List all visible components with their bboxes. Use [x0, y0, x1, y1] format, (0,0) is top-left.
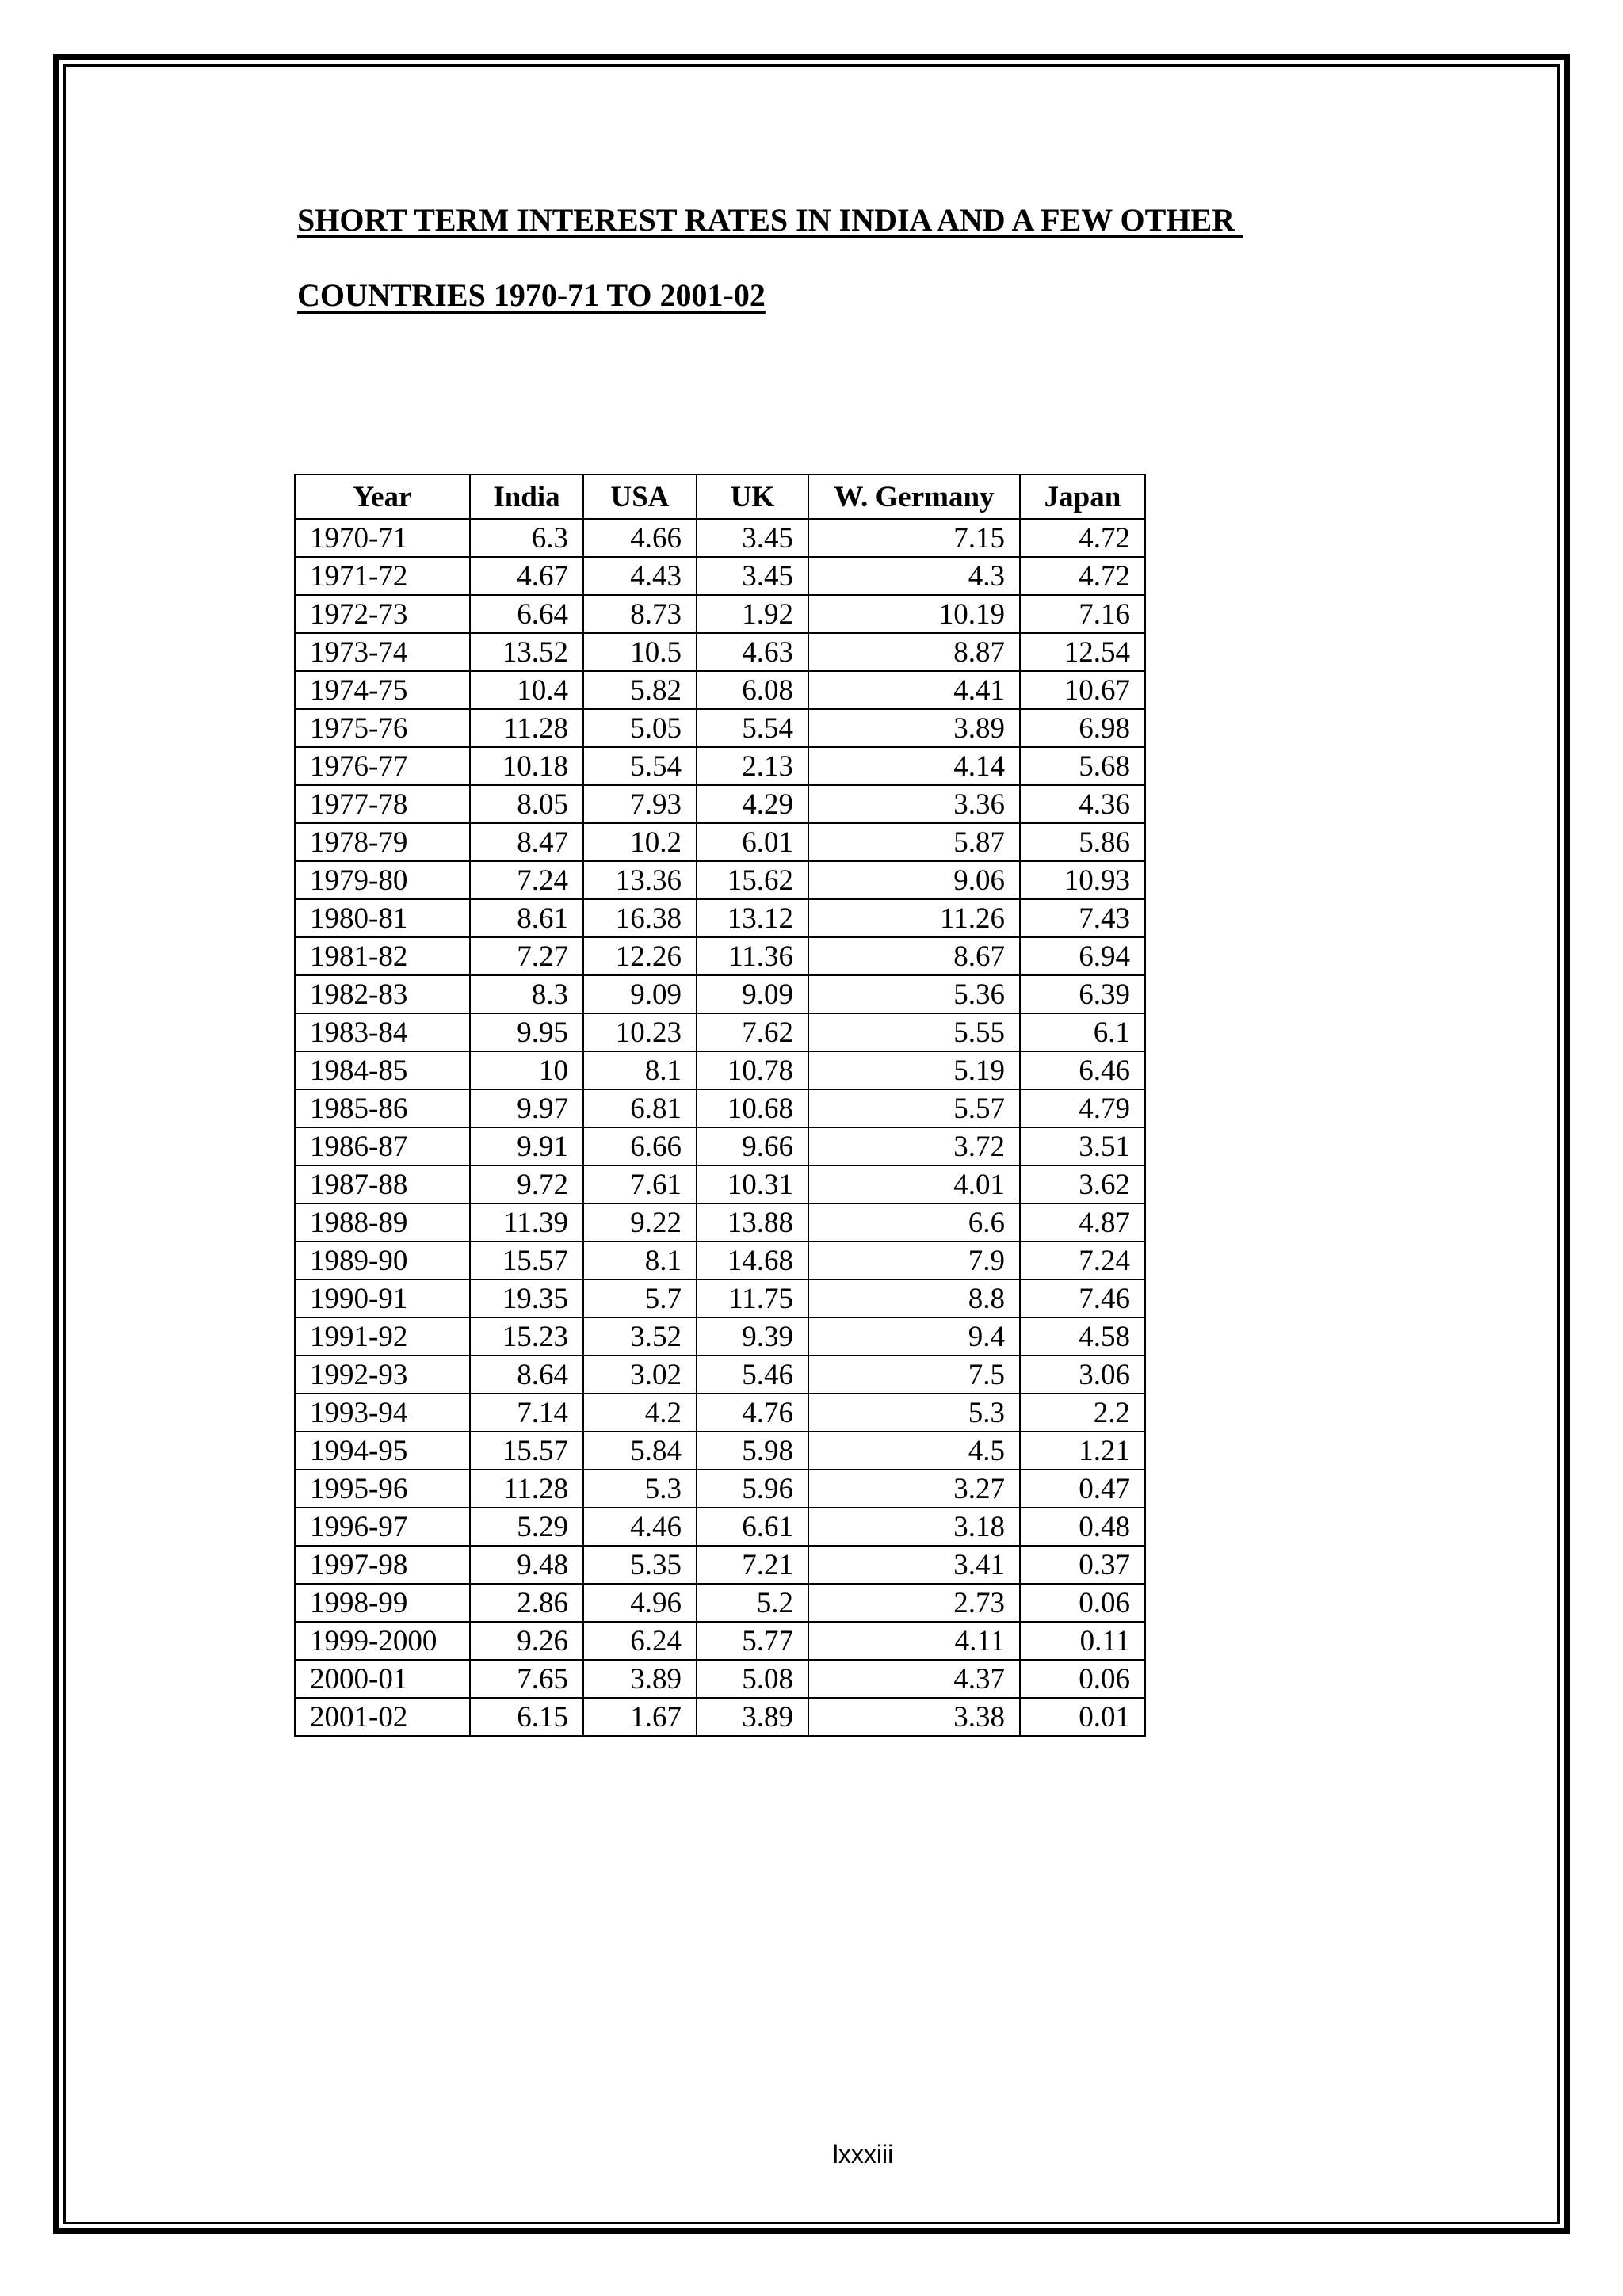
- cell-uk: 10.78: [697, 1051, 808, 1089]
- cell-year: 1970-71: [295, 519, 470, 557]
- cell-india: 4.67: [470, 557, 583, 595]
- table-row: [295, 747, 1145, 785]
- cell-india: 8.61: [470, 899, 583, 937]
- cell-japan: 12.54: [1020, 633, 1145, 671]
- cell-year: 1984-85: [295, 1051, 470, 1089]
- cell-w-germany: 3.38: [808, 1698, 1020, 1736]
- cell-india: 19.35: [470, 1280, 583, 1318]
- cell-japan: 7.16: [1020, 595, 1145, 633]
- cell-usa: 1.67: [583, 1698, 697, 1736]
- cell-india: 8.3: [470, 975, 583, 1013]
- cell-uk: 5.54: [697, 709, 808, 747]
- cell-japan: 5.68: [1020, 747, 1145, 785]
- header-uk: UK: [697, 475, 808, 519]
- cell-japan: 6.39: [1020, 975, 1145, 1013]
- cell-usa: 3.52: [583, 1318, 697, 1356]
- cell-uk: 4.63: [697, 633, 808, 671]
- cell-w-germany: 4.01: [808, 1165, 1020, 1203]
- table-row: [295, 1203, 1145, 1241]
- cell-uk: 6.61: [697, 1508, 808, 1546]
- cell-india: 9.95: [470, 1013, 583, 1051]
- cell-year: 1972-73: [295, 595, 470, 633]
- cell-w-germany: 8.8: [808, 1280, 1020, 1318]
- table-row: [295, 937, 1145, 975]
- cell-w-germany: 7.15: [808, 519, 1020, 557]
- cell-w-germany: 3.41: [808, 1546, 1020, 1584]
- cell-uk: 5.2: [697, 1584, 808, 1622]
- cell-india: 8.05: [470, 785, 583, 823]
- cell-year: 1974-75: [295, 671, 470, 709]
- cell-w-germany: 5.36: [808, 975, 1020, 1013]
- cell-india: 2.86: [470, 1584, 583, 1622]
- cell-year: 1993-94: [295, 1394, 470, 1432]
- cell-year: 1994-95: [295, 1432, 470, 1470]
- cell-usa: 5.35: [583, 1546, 697, 1584]
- cell-india: 6.64: [470, 595, 583, 633]
- header-india: India: [470, 475, 583, 519]
- table-row: [295, 595, 1145, 633]
- table-row: [295, 1584, 1145, 1622]
- cell-japan: 0.47: [1020, 1470, 1145, 1508]
- cell-japan: 1.21: [1020, 1432, 1145, 1470]
- cell-uk: 14.68: [697, 1241, 808, 1280]
- cell-year: 1975-76: [295, 709, 470, 747]
- header-usa: USA: [583, 475, 697, 519]
- header-year: Year: [295, 475, 470, 519]
- cell-usa: 16.38: [583, 899, 697, 937]
- cell-india: 11.28: [470, 709, 583, 747]
- cell-japan: 7.43: [1020, 899, 1145, 937]
- cell-usa: 5.3: [583, 1470, 697, 1508]
- cell-w-germany: 5.57: [808, 1089, 1020, 1127]
- cell-usa: 3.02: [583, 1356, 697, 1394]
- cell-india: 9.91: [470, 1127, 583, 1165]
- table-row: [295, 1698, 1145, 1736]
- cell-usa: 9.09: [583, 975, 697, 1013]
- cell-japan: 6.98: [1020, 709, 1145, 747]
- cell-uk: 15.62: [697, 861, 808, 899]
- table-row: [295, 1127, 1145, 1165]
- table-row: [295, 633, 1145, 671]
- cell-year: 1982-83: [295, 975, 470, 1013]
- cell-usa: 8.73: [583, 595, 697, 633]
- interest-rates-table: [294, 474, 1146, 1737]
- cell-uk: 13.12: [697, 899, 808, 937]
- cell-usa: 6.24: [583, 1622, 697, 1660]
- cell-uk: 11.36: [697, 937, 808, 975]
- cell-india: 13.52: [470, 633, 583, 671]
- cell-usa: 5.84: [583, 1432, 697, 1470]
- cell-japan: 6.1: [1020, 1013, 1145, 1051]
- cell-uk: 5.77: [697, 1622, 808, 1660]
- cell-usa: 3.89: [583, 1660, 697, 1698]
- cell-year: 1991-92: [295, 1318, 470, 1356]
- cell-uk: 9.09: [697, 975, 808, 1013]
- cell-uk: 4.76: [697, 1394, 808, 1432]
- table-row: [295, 899, 1145, 937]
- cell-uk: 10.68: [697, 1089, 808, 1127]
- table-row: [295, 1089, 1145, 1127]
- table-row: [295, 861, 1145, 899]
- cell-india: 15.23: [470, 1318, 583, 1356]
- cell-year: 1988-89: [295, 1203, 470, 1241]
- cell-uk: 5.08: [697, 1660, 808, 1698]
- cell-japan: 4.79: [1020, 1089, 1145, 1127]
- table-row: [295, 1280, 1145, 1318]
- cell-w-germany: 4.11: [808, 1622, 1020, 1660]
- cell-japan: 0.06: [1020, 1660, 1145, 1698]
- cell-japan: 4.72: [1020, 557, 1145, 595]
- table-header-row: [295, 475, 1145, 519]
- table-row: [295, 1508, 1145, 1546]
- cell-usa: 4.96: [583, 1584, 697, 1622]
- cell-india: 9.72: [470, 1165, 583, 1203]
- cell-india: 9.26: [470, 1622, 583, 1660]
- cell-usa: 5.82: [583, 671, 697, 709]
- table-body: [295, 519, 1145, 1736]
- cell-usa: 13.36: [583, 861, 697, 899]
- cell-year: 1998-99: [295, 1584, 470, 1622]
- cell-w-germany: 5.87: [808, 823, 1020, 861]
- table-row: [295, 1394, 1145, 1432]
- cell-uk: 4.29: [697, 785, 808, 823]
- cell-uk: 10.31: [697, 1165, 808, 1203]
- table-row: [295, 1470, 1145, 1508]
- cell-usa: 5.7: [583, 1280, 697, 1318]
- cell-japan: 0.01: [1020, 1698, 1145, 1736]
- cell-year: 1983-84: [295, 1013, 470, 1051]
- cell-w-germany: 3.89: [808, 709, 1020, 747]
- cell-india: 10: [470, 1051, 583, 1089]
- table-row: [295, 1660, 1145, 1698]
- cell-india: 9.48: [470, 1546, 583, 1584]
- table-row: [295, 1013, 1145, 1051]
- table-row: [295, 785, 1145, 823]
- cell-w-germany: 5.3: [808, 1394, 1020, 1432]
- cell-usa: 9.22: [583, 1203, 697, 1241]
- cell-year: 1985-86: [295, 1089, 470, 1127]
- cell-japan: 3.06: [1020, 1356, 1145, 1394]
- cell-uk: 3.45: [697, 519, 808, 557]
- cell-w-germany: 9.06: [808, 861, 1020, 899]
- cell-usa: 4.43: [583, 557, 697, 595]
- cell-uk: 7.62: [697, 1013, 808, 1051]
- cell-india: 8.47: [470, 823, 583, 861]
- cell-uk: 6.08: [697, 671, 808, 709]
- table-row: [295, 1432, 1145, 1470]
- cell-india: 9.97: [470, 1089, 583, 1127]
- cell-japan: 0.48: [1020, 1508, 1145, 1546]
- cell-japan: 10.67: [1020, 671, 1145, 709]
- cell-india: 8.64: [470, 1356, 583, 1394]
- cell-usa: 10.5: [583, 633, 697, 671]
- cell-year: 1977-78: [295, 785, 470, 823]
- cell-year: 1999-2000: [295, 1622, 470, 1660]
- cell-uk: 9.39: [697, 1318, 808, 1356]
- cell-usa: 8.1: [583, 1051, 697, 1089]
- cell-year: 1989-90: [295, 1241, 470, 1280]
- cell-uk: 11.75: [697, 1280, 808, 1318]
- table-row: [295, 709, 1145, 747]
- cell-uk: 6.01: [697, 823, 808, 861]
- cell-year: 1992-93: [295, 1356, 470, 1394]
- cell-w-germany: 4.37: [808, 1660, 1020, 1698]
- cell-usa: 8.1: [583, 1241, 697, 1280]
- cell-w-germany: 3.18: [808, 1508, 1020, 1546]
- cell-year: 1978-79: [295, 823, 470, 861]
- cell-w-germany: 11.26: [808, 899, 1020, 937]
- table-row: [295, 1051, 1145, 1089]
- cell-year: 1981-82: [295, 937, 470, 975]
- table-row: [295, 975, 1145, 1013]
- cell-uk: 5.96: [697, 1470, 808, 1508]
- cell-year: 2000-01: [295, 1660, 470, 1698]
- cell-japan: 4.72: [1020, 519, 1145, 557]
- cell-w-germany: 8.67: [808, 937, 1020, 975]
- cell-year: 1986-87: [295, 1127, 470, 1165]
- table-row: [295, 1622, 1145, 1660]
- cell-usa: 12.26: [583, 937, 697, 975]
- cell-india: 6.3: [470, 519, 583, 557]
- table-row: [295, 823, 1145, 861]
- cell-japan: 3.62: [1020, 1165, 1145, 1203]
- cell-usa: 4.2: [583, 1394, 697, 1432]
- cell-usa: 10.2: [583, 823, 697, 861]
- cell-japan: 7.46: [1020, 1280, 1145, 1318]
- cell-year: 1996-97: [295, 1508, 470, 1546]
- cell-year: 1997-98: [295, 1546, 470, 1584]
- table-row: [295, 1356, 1145, 1394]
- cell-uk: 3.45: [697, 557, 808, 595]
- cell-w-germany: 7.5: [808, 1356, 1020, 1394]
- cell-usa: 6.81: [583, 1089, 697, 1127]
- cell-w-germany: 4.14: [808, 747, 1020, 785]
- cell-japan: 2.2: [1020, 1394, 1145, 1432]
- cell-usa: 5.54: [583, 747, 697, 785]
- cell-w-germany: 7.9: [808, 1241, 1020, 1280]
- header-w-germany: W. Germany: [808, 475, 1020, 519]
- cell-w-germany: 2.73: [808, 1584, 1020, 1622]
- cell-w-germany: 3.72: [808, 1127, 1020, 1165]
- document-title-line-2: COUNTRIES 1970-71 TO 2001-02: [297, 277, 766, 313]
- cell-japan: 10.93: [1020, 861, 1145, 899]
- cell-usa: 10.23: [583, 1013, 697, 1051]
- cell-w-germany: 4.3: [808, 557, 1020, 595]
- cell-india: 5.29: [470, 1508, 583, 1546]
- cell-japan: 0.37: [1020, 1546, 1145, 1584]
- table-row: [295, 1546, 1145, 1584]
- cell-japan: 6.94: [1020, 937, 1145, 975]
- cell-japan: 4.36: [1020, 785, 1145, 823]
- cell-japan: 6.46: [1020, 1051, 1145, 1089]
- document-title-line-1: SHORT TERM INTEREST RATES IN INDIA AND A FEW OTHER: [297, 202, 1243, 238]
- cell-india: 15.57: [470, 1241, 583, 1280]
- cell-usa: 7.93: [583, 785, 697, 823]
- cell-uk: 13.88: [697, 1203, 808, 1241]
- cell-year: 1980-81: [295, 899, 470, 937]
- cell-uk: 7.21: [697, 1546, 808, 1584]
- cell-japan: 0.11: [1020, 1622, 1145, 1660]
- cell-japan: 3.51: [1020, 1127, 1145, 1165]
- cell-japan: 0.06: [1020, 1584, 1145, 1622]
- table-row: [295, 519, 1145, 557]
- cell-uk: 5.98: [697, 1432, 808, 1470]
- cell-india: 7.14: [470, 1394, 583, 1432]
- cell-india: 11.28: [470, 1470, 583, 1508]
- cell-w-germany: 10.19: [808, 595, 1020, 633]
- cell-w-germany: 5.19: [808, 1051, 1020, 1089]
- cell-india: 6.15: [470, 1698, 583, 1736]
- cell-india: 7.65: [470, 1660, 583, 1698]
- table-row: [295, 1165, 1145, 1203]
- cell-usa: 4.46: [583, 1508, 697, 1546]
- cell-year: 1971-72: [295, 557, 470, 595]
- cell-usa: 4.66: [583, 519, 697, 557]
- cell-usa: 5.05: [583, 709, 697, 747]
- cell-year: 1995-96: [295, 1470, 470, 1508]
- cell-uk: 1.92: [697, 595, 808, 633]
- cell-india: 10.18: [470, 747, 583, 785]
- cell-year: 1979-80: [295, 861, 470, 899]
- cell-year: 1976-77: [295, 747, 470, 785]
- header-japan: Japan: [1020, 475, 1145, 519]
- cell-year: 2001-02: [295, 1698, 470, 1736]
- cell-uk: 9.66: [697, 1127, 808, 1165]
- cell-year: 1987-88: [295, 1165, 470, 1203]
- table-row: [295, 1318, 1145, 1356]
- cell-usa: 6.66: [583, 1127, 697, 1165]
- table-row: [295, 557, 1145, 595]
- table-row: [295, 671, 1145, 709]
- cell-year: 1973-74: [295, 633, 470, 671]
- cell-uk: 3.89: [697, 1698, 808, 1736]
- cell-w-germany: 5.55: [808, 1013, 1020, 1051]
- page-number: lxxxiii: [832, 2140, 894, 2168]
- cell-w-germany: 3.27: [808, 1470, 1020, 1508]
- cell-w-germany: 4.41: [808, 671, 1020, 709]
- cell-india: 7.27: [470, 937, 583, 975]
- cell-year: 1990-91: [295, 1280, 470, 1318]
- cell-w-germany: 4.5: [808, 1432, 1020, 1470]
- cell-usa: 7.61: [583, 1165, 697, 1203]
- cell-india: 10.4: [470, 671, 583, 709]
- cell-w-germany: 9.4: [808, 1318, 1020, 1356]
- cell-japan: 7.24: [1020, 1241, 1145, 1280]
- cell-w-germany: 6.6: [808, 1203, 1020, 1241]
- cell-japan: 4.58: [1020, 1318, 1145, 1356]
- cell-w-germany: 3.36: [808, 785, 1020, 823]
- cell-india: 7.24: [470, 861, 583, 899]
- cell-india: 11.39: [470, 1203, 583, 1241]
- cell-japan: 4.87: [1020, 1203, 1145, 1241]
- cell-w-germany: 8.87: [808, 633, 1020, 671]
- cell-india: 15.57: [470, 1432, 583, 1470]
- cell-japan: 5.86: [1020, 823, 1145, 861]
- cell-uk: 5.46: [697, 1356, 808, 1394]
- table-row: [295, 1241, 1145, 1280]
- cell-uk: 2.13: [697, 747, 808, 785]
